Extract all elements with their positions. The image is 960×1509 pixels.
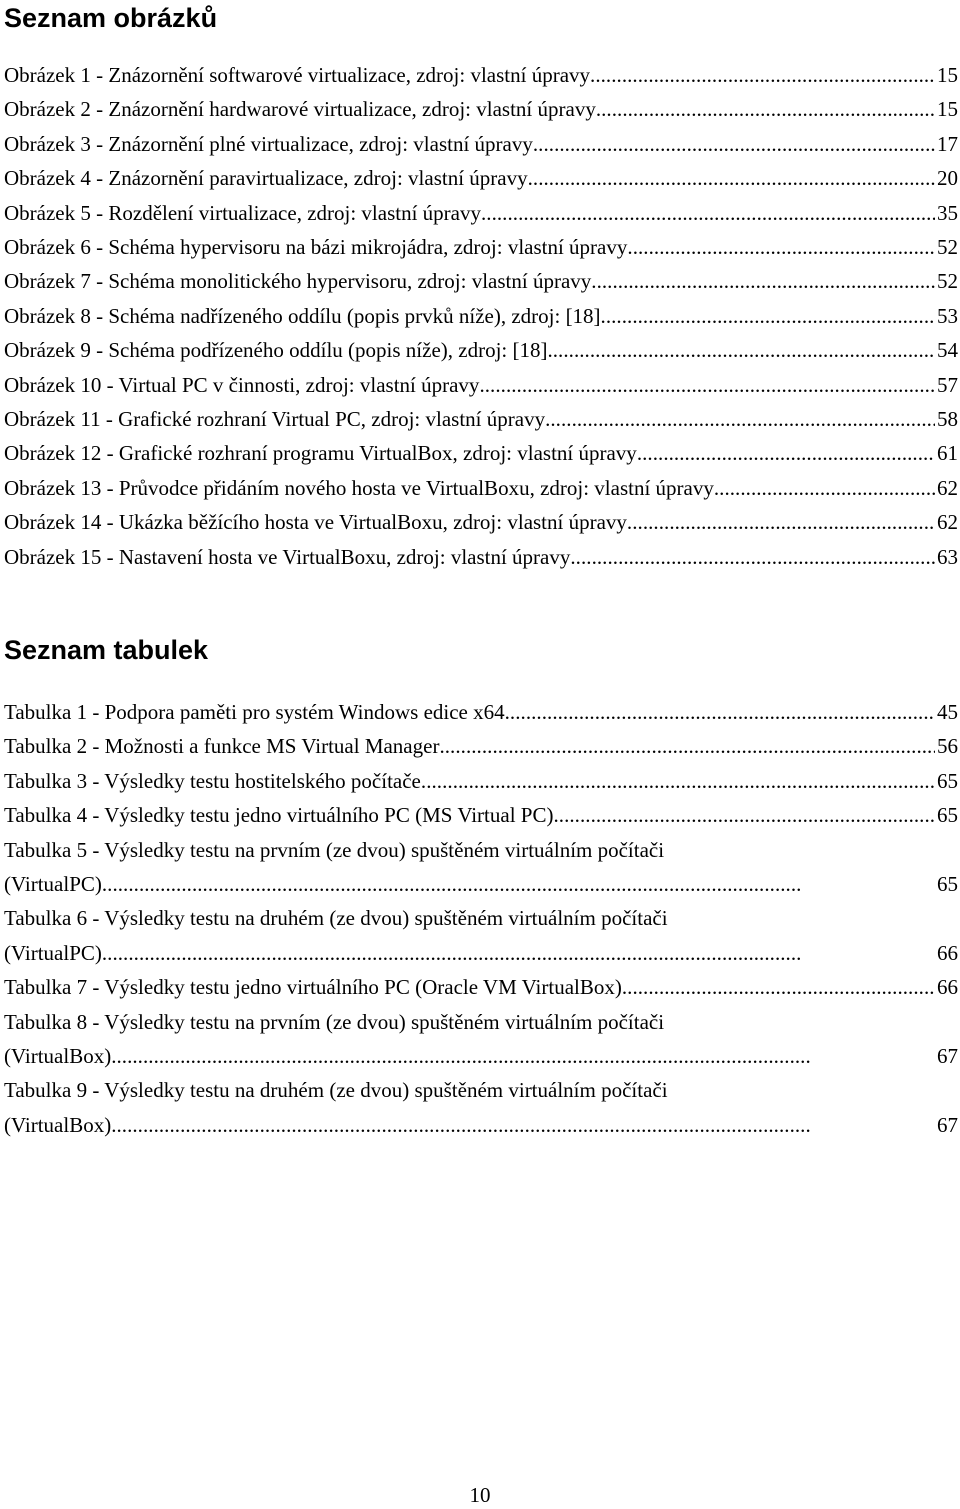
figure-entry[interactable] [4,368,958,402]
figure-entry[interactable] [4,58,958,92]
figure-page-number: 52 [937,235,958,260]
dot-leader [627,505,935,539]
figure-title: Obrázek 14 - Ukázka běžícího hosta ve VirtualBoxu, zdroj: vlastní úpravy [4,510,627,535]
figure-entry[interactable] [4,264,958,298]
figure-title: Obrázek 2 - Znázornění hardwarové virtualizace, zdroj: vlastní úpravy [4,97,596,122]
figure-entry[interactable] [4,402,958,436]
table-page-number: 56 [937,734,958,759]
figure-title: Obrázek 15 - Nastavení hosta ve VirtualBoxu, zdroj: vlastní úpravy [4,544,571,569]
dot-leader [570,540,935,574]
figure-page-number: 53 [937,303,958,328]
table-title: (VirtualPC). [4,872,108,897]
table-page-number: 66 [937,940,958,965]
dot-leader [107,936,935,970]
figure-entry[interactable] [4,230,958,264]
table-page-number: 67 [937,1112,958,1137]
table-title-line1: Tabulka 8 - Výsledky testu na prvním (ze dvou) spuštěném virtuálním počítači [4,1009,665,1034]
figure-title: Obrázek 1 - Znázornění softwarové virtualizace, zdroj: vlastní úpravy [4,63,591,87]
dot-leader [596,92,935,126]
table-entry[interactable] [4,798,958,832]
figure-entry[interactable] [4,333,958,367]
figure-title: Obrázek 5 - Rozdělení virtualizace, zdroj: vlastní úpravy [4,200,481,225]
figure-page-number: 35 [937,200,958,225]
figure-page-number: 62 [937,510,958,535]
figure-title: Obrázek 11 - Grafické rozhraní Virtual PC, zdroj: vlastní úpravy [4,407,546,432]
figures-list-heading: Seznam obrázků [4,3,218,33]
figure-title: Obrázek 10 - Virtual PC v činnosti, zdroj: vlastní úpravy [4,372,480,397]
table-page-number: 65 [937,803,958,828]
figure-title: Obrázek 6 - Schéma hypervisoru na bázi mikrojádra, zdroj: vlastní úpravy [4,235,628,260]
figure-page-number: 61 [937,441,958,466]
dot-leader [606,299,935,333]
table-entry[interactable] [4,1005,958,1074]
dot-leader [591,264,935,298]
table-title: (VirtualBox). [4,1044,117,1069]
figure-entry[interactable] [4,161,958,195]
table-title-line1: Tabulka 9 - Výsledky testu na druhém (ze dvou) spuštěném virtuálním počítači [4,1078,668,1103]
dot-leader [637,436,935,470]
table-entry[interactable] [4,1073,958,1142]
dot-leader [107,867,935,901]
figure-page-number: 63 [937,544,958,569]
table-title: Tabulka 1 - Podpora paměti pro systém Windows edice x64 [4,700,505,724]
dot-leader [545,402,935,436]
table-page-number: 45 [937,700,958,724]
table-title: Tabulka 3 - Výsledky testu hostitelského počítače [4,768,421,793]
figure-page-number: 15 [937,63,958,87]
table-entry[interactable] [4,901,958,970]
dot-leader [505,695,935,729]
table-entry[interactable] [4,729,958,763]
figure-title: Obrázek 8 - Schéma nadřízeného oddílu (popis prvků níže), zdroj: [18]. [4,303,606,328]
figure-entry[interactable] [4,505,958,539]
dot-leader [479,368,935,402]
table-title: Tabulka 2 - Možnosti a funkce MS Virtual Manager [4,734,440,759]
figure-page-number: 57 [937,372,958,397]
dot-leader [116,1108,935,1142]
figure-title: Obrázek 9 - Schéma podřízeného oddílu (popis níže), zdroj: [18]. [4,338,553,363]
dot-leader [627,230,935,264]
figure-entry[interactable] [4,299,958,333]
table-page-number: 65 [937,768,958,793]
figure-entry[interactable] [4,92,958,126]
table-page-number: 65 [937,872,958,897]
figure-entry[interactable] [4,471,958,505]
page-number: 10 [469,1483,491,1507]
dot-leader [481,196,935,230]
table-entry[interactable] [4,695,958,729]
figure-entry[interactable] [4,540,958,574]
dot-leader [590,58,935,92]
table-page-number: 67 [937,1044,958,1069]
table-title-line1: Tabulka 5 - Výsledky testu na prvním (ze dvou) spuštěném virtuálním počítači [4,837,665,862]
table-entry[interactable] [4,833,958,902]
table-entry[interactable] [4,764,958,798]
dot-leader [528,161,935,195]
dot-leader [116,1039,935,1073]
figure-page-number: 15 [937,97,958,122]
table-title: Tabulka 4 - Výsledky testu jedno virtuálního PC (MS Virtual PC) [4,803,554,828]
dot-leader [533,127,935,161]
figure-title: Obrázek 12 - Grafické rozhraní programu VirtualBox, zdroj: vlastní úpravy [4,441,637,466]
figure-page-number: 62 [937,475,958,500]
figure-title: Obrázek 7 - Schéma monolitického hypervisoru, zdroj: vlastní úpravy [4,269,592,294]
dot-leader [439,729,935,763]
figure-page-number: 58 [937,407,958,432]
dot-leader [553,333,935,367]
dot-leader [553,798,935,832]
figure-page-number: 20 [937,166,958,191]
tables-list [4,695,958,1142]
table-entry[interactable] [4,970,958,1004]
table-title-line1: Tabulka 6 - Výsledky testu na druhém (ze dvou) spuštěném virtuálním počítači [4,906,668,931]
table-title: Tabulka 7 - Výsledky testu jedno virtuálního PC (Oracle VM VirtualBox) [4,975,622,1000]
table-title: (VirtualPC). [4,940,108,965]
figures-list [4,58,958,574]
figure-title: Obrázek 13 - Průvodce přidáním nového hosta ve VirtualBoxu, zdroj: vlastní úpravy [4,475,714,500]
table-title: (VirtualBox). [4,1112,117,1137]
tables-list-heading: Seznam tabulek [4,635,209,665]
figure-entry[interactable] [4,196,958,230]
figure-title: Obrázek 3 - Znázornění plné virtualizace, zdroj: vlastní úpravy [4,131,533,156]
figure-entry[interactable] [4,127,958,161]
figure-page-number: 52 [937,269,958,294]
dot-leader [714,471,935,505]
table-page-number: 66 [937,975,958,1000]
figure-page-number: 54 [937,338,958,363]
figure-page-number: 17 [937,131,958,156]
figure-title: Obrázek 4 - Znázornění paravirtualizace, zdroj: vlastní úpravy [4,166,528,191]
dot-leader [421,764,935,798]
dot-leader [622,970,935,1004]
figure-entry[interactable] [4,436,958,470]
